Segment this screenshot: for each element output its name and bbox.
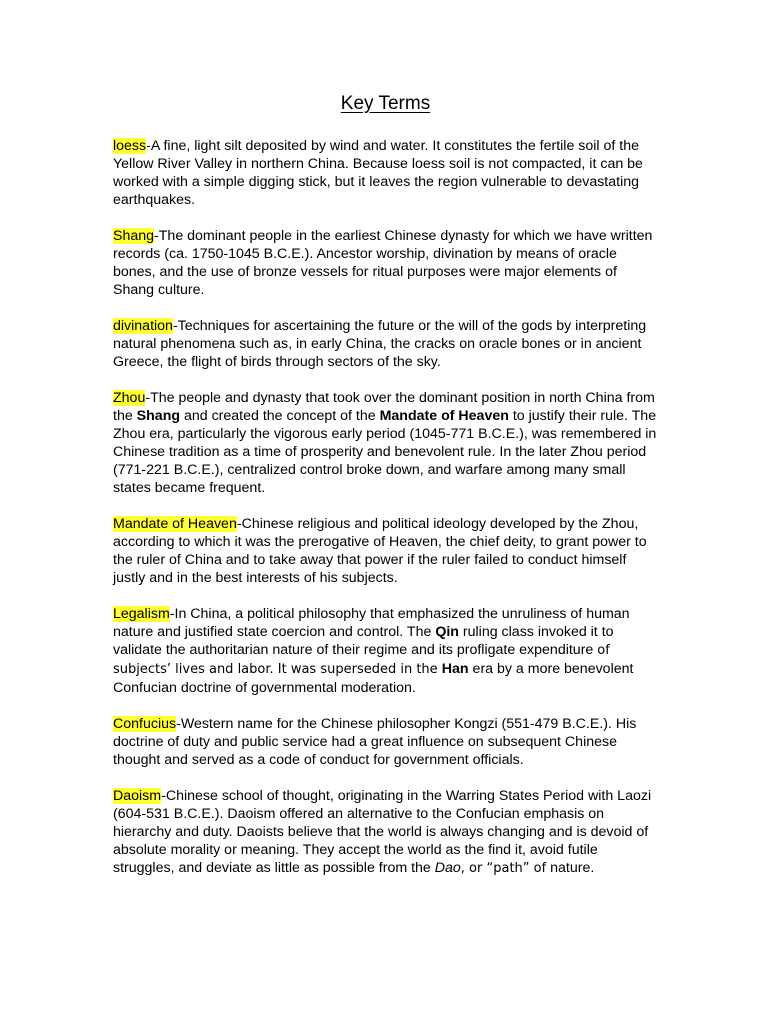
definition-daoism-part2: , or “path” of	[460, 861, 547, 876]
term-legalism: Legalism	[113, 606, 170, 622]
entry-divination	[113, 317, 658, 371]
definition-confucius: -Western name for the Chinese philosopher Kongzi (551-479 B.C.E.). His doctrine of duty and public service had a great influence on subsequent Chinese thought and served as a code of conduct for government officials.	[113, 716, 637, 768]
entry-zhou	[113, 389, 658, 497]
term-divination: divination	[113, 318, 173, 334]
entry-daoism	[113, 787, 658, 878]
definition-legalism-bold-han: Han	[441, 661, 469, 677]
definition-daoism-italic-dao: Dao	[434, 860, 461, 876]
document-page	[113, 90, 658, 896]
definition-shang: -The dominant people in the earliest Chinese dynasty for which we have written records (ca. 1750-1045 B.C.E.). Ancestor worship, divination by means of oracle bones, and the use of bronze vessels for ritual purposes were major elements of Shang culture.	[113, 228, 653, 298]
entry-loess	[113, 137, 658, 209]
term-zhou: Zhou	[113, 390, 146, 406]
term-shang: Shang	[113, 228, 155, 244]
definition-zhou-bold-mandate: Mandate of Heaven	[379, 408, 509, 424]
term-daoism: Daoism	[113, 788, 162, 804]
definition-loess: -A fine, light silt deposited by wind and water. It constitutes the fertile soil of the Yellow River Valley in northern China. Because loess soil is not compacted, it can be worked with a simple digging stick, but it leaves the region vulnerable to devastating earthquakes.	[113, 138, 643, 208]
definition-daoism-part3: nature.	[546, 860, 595, 876]
definition-zhou-part2: and created the concept of the	[180, 408, 380, 424]
term-confucius: Confucius	[113, 716, 177, 732]
definition-legalism-part3: of subjects’ lives and labor. It was superseded in the	[113, 643, 610, 677]
page-title: Key Terms	[340, 93, 431, 114]
definition-zhou-part3: to justify their rule. The Zhou era, particularly the vigorous early period (1045-771 B.C.E.), was remembered in Chinese tradition as a time of prosperity and benevolent rule. In the later Zhou period (771-221 B.C.E.), centralized control broke down, and warfare among many small states became frequent.	[113, 408, 657, 496]
definition-legalism-bold-qin: Qin	[435, 624, 459, 640]
definition-legalism-part2: ruling class invoked it to validate the authoritarian nature of their regime and its profligate expenditure	[113, 624, 614, 658]
entry-legalism	[113, 605, 658, 697]
definition-zhou-bold-shang: Shang	[136, 408, 181, 424]
definition-daoism-part1: -Chinese school of thought, originating in the Warring States Period with Laozi (604-531 B.C.E.). Daoism offered an alternative to the Confucian emphasis on hierarchy and duty. Daoists believe that the world is always changing and is devoid of absolute morality or meaning. They accept the world as the find it, avoid futile struggles, and deviate as little as possible from the	[113, 788, 652, 876]
definition-mandate-of-heaven: -Chinese religious and political ideology developed by the Zhou, according to which it was the prerogative of Heaven, the chief deity, to grant power to the ruler of China and to take away that power if the ruler failed to conduct himself justly and in the best interests of his subjects.	[113, 516, 647, 586]
entry-shang	[113, 227, 658, 299]
entry-confucius	[113, 715, 658, 769]
definition-legalism-part1: -In China, a political philosophy that emphasized the unruliness of human nature and justified state coercion and control. The	[113, 606, 630, 640]
definition-legalism-part4: era by a more benevolent Confucian doctrine of governmental moderation.	[113, 661, 634, 696]
definition-zhou-part1: -The people and dynasty that took over the dominant position in north China from the	[113, 390, 655, 424]
definition-divination: -Techniques for ascertaining the future or the will of the gods by interpreting natural phenomena such as, in early China, the cracks on oracle bones or in ancient Greece, the flight of birds through sectors of the sky.	[113, 318, 647, 370]
term-loess: loess	[113, 138, 147, 154]
term-mandate-of-heaven: Mandate of Heaven	[113, 516, 237, 532]
entry-mandate-of-heaven	[113, 515, 658, 587]
